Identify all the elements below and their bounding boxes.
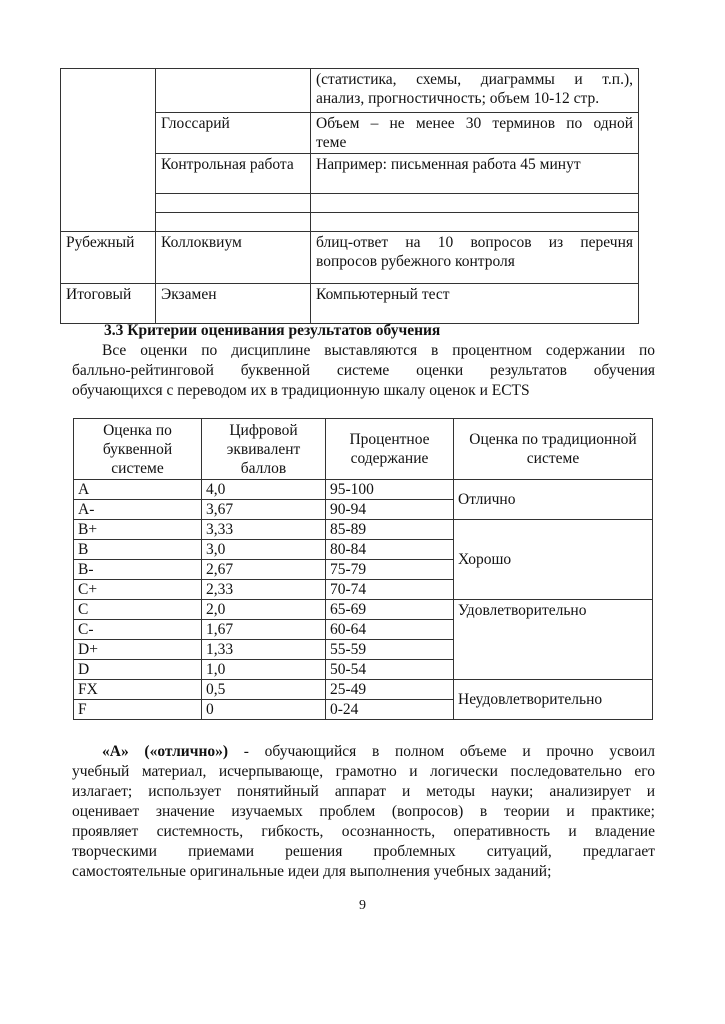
points-cell: 4,0 xyxy=(202,480,326,500)
criteria-line: Объем – не менее 30 терминов по одной xyxy=(316,115,633,132)
grade-a-label: «А» («отлично») xyxy=(102,743,229,760)
letter-cell: C- xyxy=(74,620,202,640)
intro-paragraph xyxy=(72,341,655,401)
letter-cell: C+ xyxy=(74,580,202,600)
letter-cell: B+ xyxy=(74,520,202,540)
control-form-cell xyxy=(156,69,311,113)
empty-cell xyxy=(156,213,311,232)
control-type-cell: Рубежный xyxy=(61,232,156,284)
criteria-cell xyxy=(311,232,639,284)
header-cell: Цифровой эквивалент баллов xyxy=(202,419,326,480)
percent-cell: 55-59 xyxy=(326,640,454,660)
letter-cell: FX xyxy=(74,680,202,700)
percent-cell: 85-89 xyxy=(326,520,454,540)
description-line: самостоятельные оригинальные идеи для выполнения учебных заданий; xyxy=(72,863,552,880)
page-number: 9 xyxy=(359,898,366,913)
points-cell: 2,33 xyxy=(202,580,326,600)
percent-cell: 25-49 xyxy=(326,680,454,700)
criteria-cell xyxy=(311,69,639,113)
intro-line: Все оценки по дисциплине выставляются в процентном содержании по xyxy=(102,342,655,359)
control-form-cell: Экзамен xyxy=(156,284,311,324)
points-cell: 3,67 xyxy=(202,500,326,520)
percent-cell: 50-54 xyxy=(326,660,454,680)
criteria-line: вопросов рубежного контроля xyxy=(316,253,515,270)
letter-cell: A- xyxy=(74,500,202,520)
criteria-line: анализ, прогностичность; объем 10-12 стр. xyxy=(316,90,600,107)
points-cell: 3,33 xyxy=(202,520,326,540)
percent-cell: 80-84 xyxy=(326,540,454,560)
description-line: учебный материал, исчерпывающе, грамотно и логически последовательно его xyxy=(72,763,655,780)
empty-cell xyxy=(311,194,639,213)
points-cell: 2,0 xyxy=(202,600,326,620)
intro-line: балльно-рейтинговой буквенной системе оценки результатов обучения xyxy=(72,362,655,379)
empty-cell xyxy=(156,194,311,213)
table-row xyxy=(61,284,639,324)
grade-a-description xyxy=(72,742,655,882)
criteria-cell: Компьютерный тест xyxy=(311,284,639,324)
description-line: оценивает значение изучаемых проблем (вопросов) в теории и практике; xyxy=(72,803,655,820)
description-line: творческими приемами решения проблемных ситуаций, предлагает xyxy=(72,843,655,860)
header-cell: Процентное содержание xyxy=(326,419,454,480)
description-text: - обучающийся в полном объеме и прочно усвоил xyxy=(228,743,655,760)
criteria-line: блиц-ответ на 10 вопросов из перечня xyxy=(316,234,633,251)
points-cell: 3,0 xyxy=(202,540,326,560)
letter-cell: B- xyxy=(74,560,202,580)
points-cell: 0,5 xyxy=(202,680,326,700)
header-cell: Оценка по буквенной системе xyxy=(74,419,202,480)
table-row xyxy=(74,600,653,620)
criteria-cell: Например: письменная работа 45 минут xyxy=(311,154,639,194)
section-heading: 3.3 Критерии оценивания результатов обучения xyxy=(104,322,441,339)
points-cell: 1,0 xyxy=(202,660,326,680)
control-forms-table xyxy=(60,68,639,324)
letter-cell: A xyxy=(74,480,202,500)
criteria-line: теме xyxy=(316,134,347,151)
percent-cell: 90-94 xyxy=(326,500,454,520)
percent-cell: 95-100 xyxy=(326,480,454,500)
letter-cell: B xyxy=(74,540,202,560)
criteria-line: (статистика, схемы, диаграммы и т.п.), xyxy=(316,71,633,88)
letter-cell: D+ xyxy=(74,640,202,660)
empty-cell xyxy=(311,213,639,232)
control-type-cell xyxy=(61,69,156,232)
control-type-cell: Итоговый xyxy=(61,284,156,324)
percent-cell: 75-79 xyxy=(326,560,454,580)
criteria-cell xyxy=(311,113,639,154)
percent-cell: 0-24 xyxy=(326,700,454,720)
traditional-grade-cell: Неудовлетворительно xyxy=(454,680,653,720)
intro-line: обучающихся с переводом их в традиционную шкалу оценок и ECTS xyxy=(72,382,530,399)
header-cell: Оценка по традиционной системе xyxy=(454,419,653,480)
letter-cell: C xyxy=(74,600,202,620)
traditional-grade-cell: Отлично xyxy=(454,480,653,520)
percent-cell: 65-69 xyxy=(326,600,454,620)
table-header-row xyxy=(74,419,653,480)
table-row xyxy=(74,520,653,540)
control-form-cell: Глоссарий xyxy=(156,113,311,154)
table-row xyxy=(61,232,639,284)
points-cell: 2,67 xyxy=(202,560,326,580)
table-row xyxy=(74,680,653,700)
grading-scale-table xyxy=(73,418,653,720)
points-cell: 1,67 xyxy=(202,620,326,640)
control-form-cell: Коллоквиум xyxy=(156,232,311,284)
points-cell: 0 xyxy=(202,700,326,720)
traditional-grade-cell: Хорошо xyxy=(454,520,653,600)
description-line xyxy=(72,742,655,762)
table-row xyxy=(61,69,639,113)
traditional-grade-cell: Удовлетворительно xyxy=(454,600,653,680)
control-form-cell: Контрольная работа xyxy=(156,154,311,194)
percent-cell: 70-74 xyxy=(326,580,454,600)
description-line: излагает; использует понятийный аппарат и методы науки; анализирует и xyxy=(72,783,655,800)
table-row xyxy=(74,480,653,500)
letter-cell: F xyxy=(74,700,202,720)
percent-cell: 60-64 xyxy=(326,620,454,640)
description-line: проявляет системность, гибкость, осознанность, оперативность и владение xyxy=(72,823,655,840)
points-cell: 1,33 xyxy=(202,640,326,660)
letter-cell: D xyxy=(74,660,202,680)
